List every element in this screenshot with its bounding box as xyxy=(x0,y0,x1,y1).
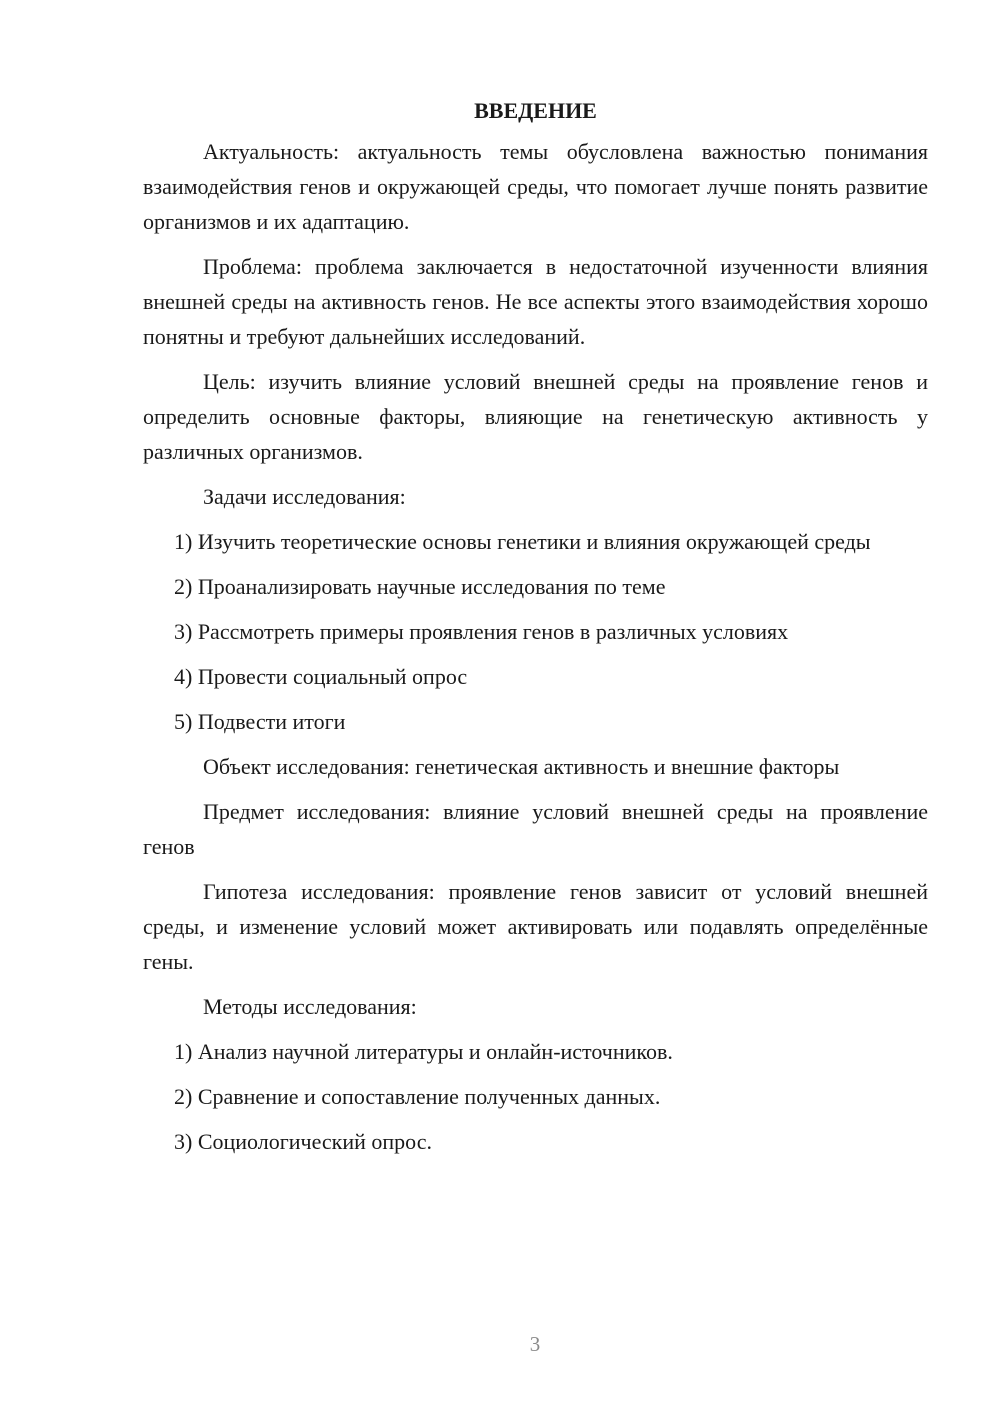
hypothesis-paragraph: Гипотеза исследования: проявление генов зависит от условий внешней среды, и изменение условий может активировать или подавлять определённые гены. xyxy=(143,879,928,974)
task-item-1: 1) Изучить теоретические основы генетики и влияния окружающей среды xyxy=(174,529,871,554)
task-item-4: 4) Провести социальный опрос xyxy=(174,664,468,689)
method-item-1: 1) Анализ научной литературы и онлайн-источников. xyxy=(174,1039,673,1064)
task-item-2: 2) Проанализировать научные исследования по теме xyxy=(174,574,666,599)
page-content xyxy=(143,95,928,1169)
task-item-5: 5) Подвести итоги xyxy=(174,709,346,734)
goal-paragraph: Цель: изучить влияние условий внешней среды на проявление генов и определить основные факторы, влияющие на генетическую активность у различных организмов. xyxy=(143,369,928,464)
object-paragraph: Объект исследования: генетическая активность и внешние факторы xyxy=(203,754,840,779)
relevance-paragraph: Актуальность: актуальность темы обусловлена важностью понимания взаимодействия генов и окружающей среды, что помогает лучше понять развитие организмов и их адаптацию. xyxy=(143,139,928,234)
problem-paragraph: Проблема: проблема заключается в недостаточной изученности влияния внешней среды на активность генов. Не все аспекты этого взаимодействия хорошо понятны и требуют дальнейших исследований. xyxy=(143,254,928,349)
subject-paragraph: Предмет исследования: влияние условий внешней среды на проявление генов xyxy=(143,799,928,859)
task-item-3: 3) Рассмотреть примеры проявления генов в различных условиях xyxy=(174,619,789,644)
methods-heading: Методы исследования: xyxy=(203,994,417,1019)
method-item-2: 2) Сравнение и сопоставление полученных данных. xyxy=(174,1084,661,1109)
section-title: ВВЕДЕНИЕ xyxy=(474,98,597,123)
method-item-3: 3) Социологический опрос. xyxy=(174,1129,432,1154)
page-number: 3 xyxy=(529,1332,541,1356)
tasks-heading: Задачи исследования: xyxy=(203,484,406,509)
